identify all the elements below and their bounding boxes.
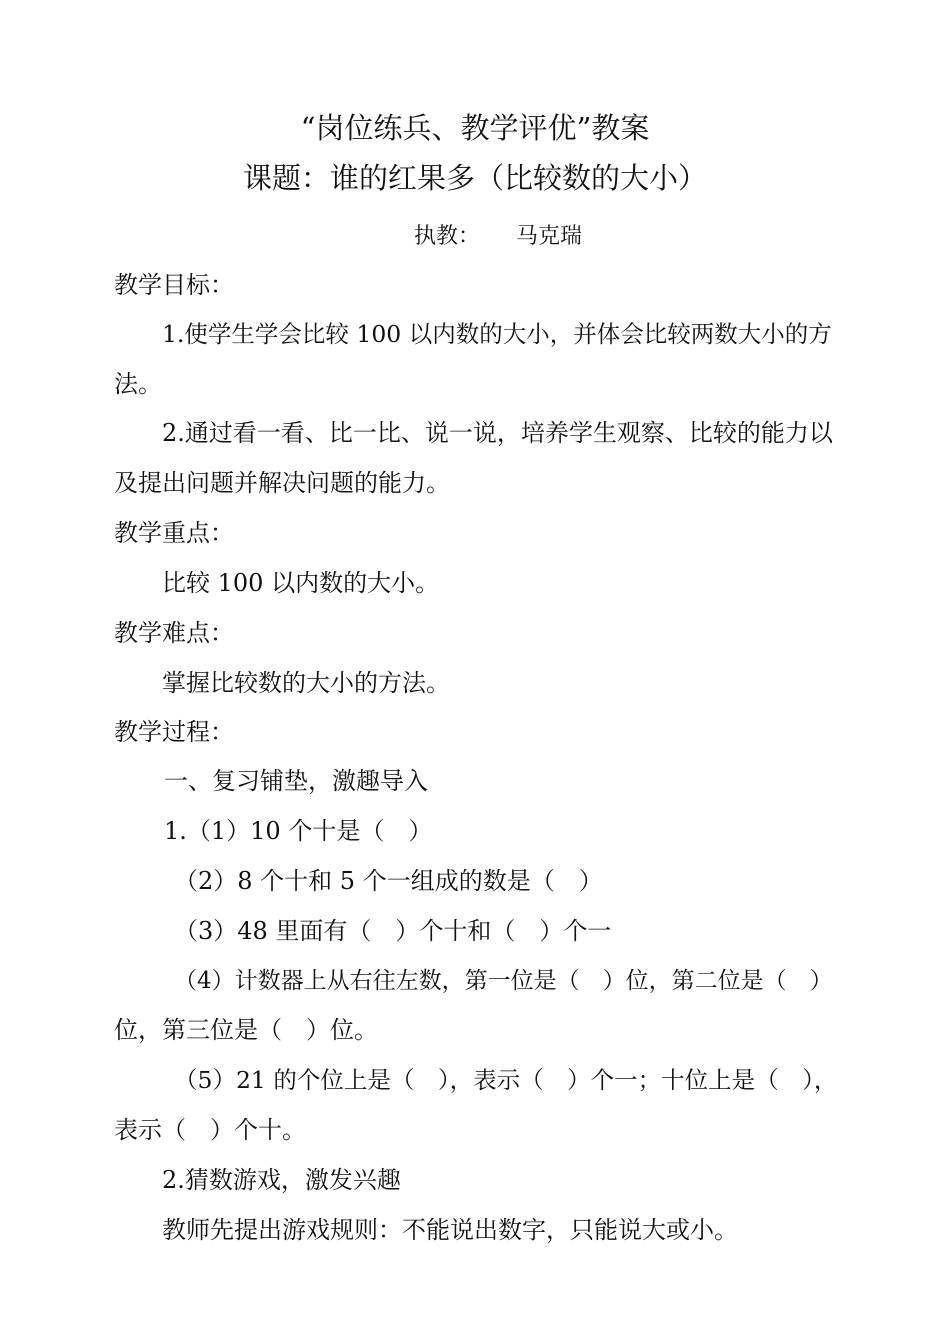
goal-2-line-2: 及提出问题并解决问题的能力。: [114, 469, 450, 497]
question-5-line-1: （5）21 的个位上是（ ），表示（ ）个一；十位上是（ ），: [174, 1066, 838, 1094]
process-heading: 教学过程：: [114, 718, 234, 746]
goals-heading: 教学目标：: [114, 271, 234, 299]
section-1-heading: 一、复习铺垫，激趣导入: [164, 767, 428, 795]
author-label: 执教：: [414, 224, 481, 249]
key-points-heading: 教学重点：: [114, 519, 234, 547]
goal-1-line-1: 1.使学生学会比较 100 以内数的大小，并体会比较两数大小的方: [162, 320, 832, 348]
question-5-line-2: 表示（ ）个十。: [114, 1116, 306, 1144]
question-2: （2）8 个十和 5 个一组成的数是（ ）: [174, 867, 603, 895]
difficulty-text: 掌握比较数的大小的方法。: [162, 669, 450, 697]
item-2-text: 教师先提出游戏规则：不能说出数字，只能说大或小。: [162, 1216, 738, 1244]
question-3: （3）48 里面有（ ）个十和（ ）个一: [174, 917, 612, 945]
author-name: 马克瑞: [516, 224, 583, 249]
question-4-line-1: （4）计数器上从右往左数，第一位是（ ）位，第二位是（ ）: [174, 968, 833, 994]
item-2-heading: 2.猜数游戏，激发兴趣: [162, 1166, 401, 1194]
question-4-line-2: 位，第三位是（ ）位。: [114, 1016, 378, 1044]
lesson-subject: 课题：谁的红果多（比较数的大小）: [242, 161, 707, 195]
goal-2-line-1: 2.通过看一看、比一比、说一说，培养学生观察、比较的能力以: [162, 419, 833, 447]
question-1: 1.（1）10 个十是（ ）: [164, 817, 433, 845]
key-points-text: 比较 100 以内数的大小。: [162, 569, 440, 597]
difficulty-heading: 教学难点：: [114, 619, 234, 647]
goal-1-line-2: 法。: [114, 370, 162, 398]
document-title: “岗位练兵、教学评优”教案: [300, 111, 650, 145]
